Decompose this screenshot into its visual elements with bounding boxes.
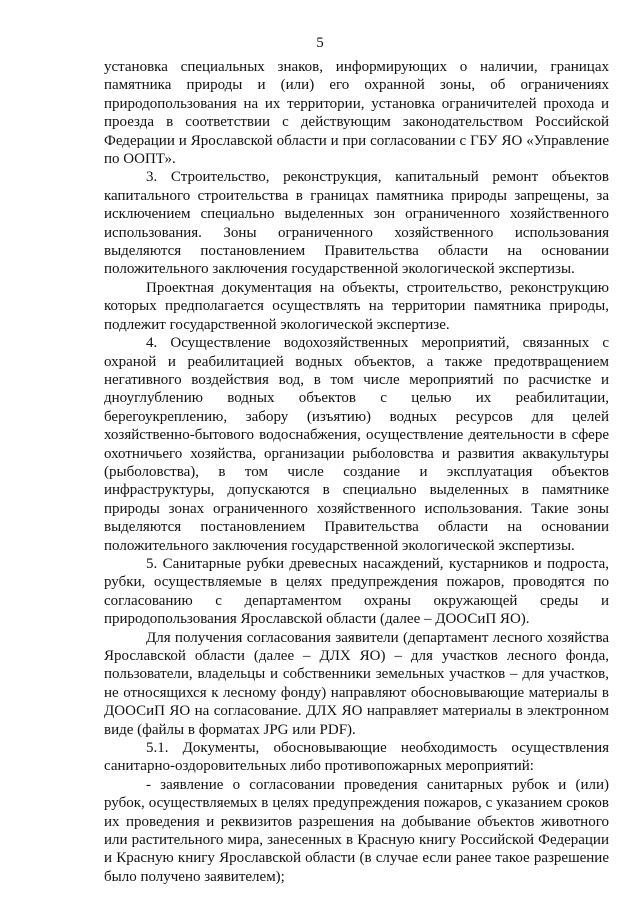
paragraph-water-management: 4. Осуществление водохозяйственных мероприятий, связанных с охраной и реабилитацией водных объектов, а также предотвращением негативного воздействия вод, в том числе мероприятий по расчистке и дноуглублению водных объектов с целью их реабилитации, берегоукреплению, забору (изъятию) водных ресурсов для целей хозяйственно-бытового водоснабжения, осуществление деятельности в сфере охотничьего хозяйства, организации рыболовства и развития аквакультуры (рыболовства), в том числе создание и эксплуатация объектов инфраструктуры, допускаются в специально выделенных в памятнике природы зонах ограниченного хозяйственного использования. Такие зоны выделяются постановлением Правительства области на основании положительного заключения государственной экологической экспертизы. (104, 335, 609, 554)
paragraph-approval-procedure: Для получения согласования заявители (департамент лесного хозяйства Ярославской области (далее – ДЛХ ЯО) – для участков лесного фонда, пользователи, владельцы и собственники земельных участков – для участков, не относящихся к лесному фонду) направляют обосновывающие материалы в ДООСиП ЯО на согласование. ДЛХ ЯО направляет материалы в электронном виде (файлы в форматах JPG или PDF). (104, 629, 609, 738)
paragraph-1-continuation: установка специальных знаков, информирующих о наличии, границах памятника природы и (или) его охранной зоны, об ограничениях природопользования на их территории, установка ограничителей прохода и проезда в соответствии с действующим законодательством Российской Федерации и Ярославской области и при согласовании с ГБУ ЯО «Управление по ООПТ». (104, 59, 609, 168)
paragraph-sanitary-felling: 5. Санитарные рубки древесных насаждений, кустарников и подроста, рубки, осуществляемые в целях предупреждения пожаров, проводятся по согласованию с департаментом охраны окружающей среды и природопользования Ярославской области (далее – ДООСиП ЯО). (104, 555, 609, 628)
page-number: 5 (316, 35, 324, 51)
paragraph-project-documentation: Проектная документация на объекты, строительство, реконструкцию которых предполагается осуществлять на территории памятника природы, подлежит государственной экологической экспертизе. (104, 279, 609, 333)
paragraph-construction: 3. Строительство, реконструкция, капитальный ремонт объектов капитального строительства в границах памятника природы запрещены, за исключением специально выделенных зон ограниченного хозяйственного использования. Зоны ограниченного хозяйственного использования выделяются постановлением Правительства области на основании положительного заключения государственной экологической экспертизы. (104, 169, 609, 278)
document-body (104, 58, 609, 886)
list-item-application: - заявление о согласовании проведения санитарных рубок и (или) рубок, осуществляемых в целях предупреждения пожаров, с указанием сроков их проведения и реквизитов разрешения на добывание объектов животного или растительного мира, занесенных в Красную книгу Российской Федерации и Красную книгу Ярославской области (в случае если ранее такое разрешение было получено заявителем); (104, 776, 609, 885)
paragraph-documents-5-1: 5.1. Документы, обосновывающие необходимость осуществления санитарно-оздоровительных либо противопожарных мероприятий: (104, 740, 609, 775)
